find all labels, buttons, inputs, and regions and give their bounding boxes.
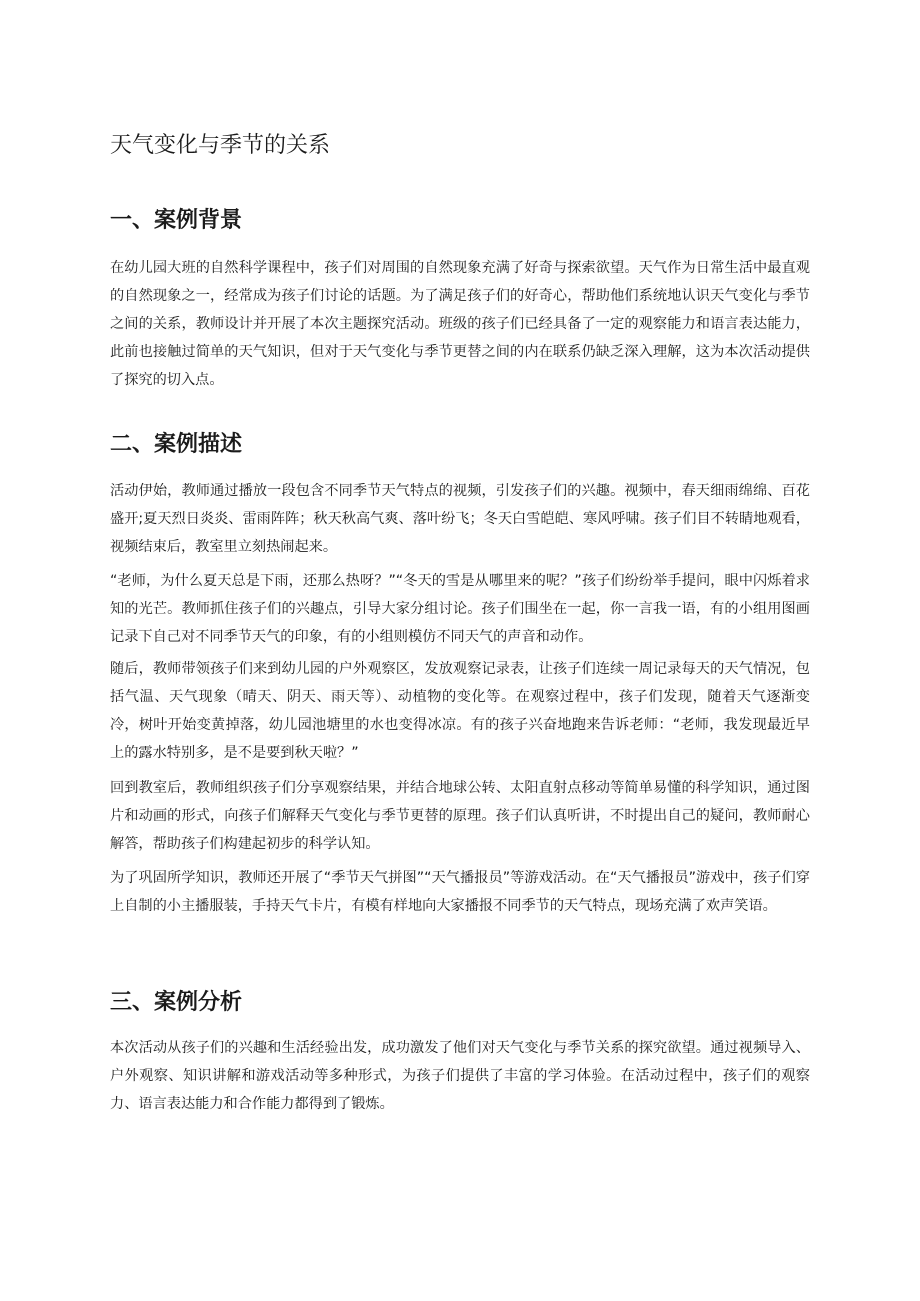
background-paragraph: 在幼儿园大班的自然科学课程中，孩子们对周围的自然现象充满了好奇与探索欲望。天气作为日常生活中最直观的自然现象之一，经常成为孩子们讨论的话题。为了满足孩子们的好奇心，帮助他们系统地认识天气变化与季节之间的关系，教师设计并开展了本次主题探究活动。班级的孩子们已经具备了一定的观察能力和语言表达能力，此前也接触过简单的天气知识，但对于天气变化与季节更替之间的内在联系仍缺乏深入理解，这为本次活动提供了探究的切入点。 bbox=[110, 260, 810, 388]
description-paragraph-1: 活动伊始，教师通过播放一段包含不同季节天气特点的视频，引发孩子们的兴趣。视频中，春天细雨绵绵、百花盛开;夏天烈日炎炎、雷雨阵阵；秋天秋高气爽、落叶纷飞；冬天白雪皑皑、寒风呼啸。孩子们目不转睛地观看，视频结束后，教室里立刻热闹起来。 bbox=[110, 483, 810, 555]
description-paragraph-2: “老师，为什么夏天总是下雨，还那么热呀？”“冬天的雪是从哪里来的呢？”孩子们纷纷举手提问，眼中闪烁着求知的光芒。教师抓住孩子们的兴趣点，引导大家分组讨论。孩子们围坐在一起，你一言我一语，有的小组用图画记录下自己对不同季节天气的印象，有的小组则模仿不同天气的声音和动作。 bbox=[110, 573, 810, 645]
analysis-paragraph: 本次活动从孩子们的兴趣和生活经验出发，成功激发了他们对天气变化与季节关系的探究欲望。通过视频导入、户外观察、知识讲解和游戏活动等多种形式，为孩子们提供了丰富的学习体验。在活动过程中，孩子们的观察力、语言表达能力和合作能力都得到了锻炼。 bbox=[110, 1040, 810, 1112]
section-heading-analysis: 三、案例分析 bbox=[110, 990, 243, 1015]
section-heading-description: 二、案例描述 bbox=[110, 432, 243, 457]
description-paragraph-5: 为了巩固所学知识，教师还开展了“季节天气拼图”“天气播报员”等游戏活动。在“天气播报员”游戏中，孩子们穿上自制的小主播服装，手持天气卡片，有模有样地向大家播报不同季节的天气特点，现场充满了欢声笑语。 bbox=[110, 870, 810, 914]
description-paragraph-4: 回到教室后，教师组织孩子们分享观察结果，并结合地球公转、太阳直射点移动等简单易懂的科学知识，通过图片和动画的形式，向孩子们解释天气变化与季节更替的原理。孩子们认真听讲，不时提出自己的疑问，教师耐心解答，帮助孩子们构建起初步的科学认知。 bbox=[110, 780, 810, 852]
document-title: 天气变化与季节的关系 bbox=[110, 133, 331, 158]
description-paragraph-3: 随后，教师带领孩子们来到幼儿园的户外观察区，发放观察记录表，让孩子们连续一周记录每天的天气情况，包括气温、天气现象（晴天、阴天、雨天等）、动植物的变化等。在观察过程中，孩子们发现，随着天气逐渐变冷，树叶开始变黄掉落，幼儿园池塘里的水也变得冰凉。有的孩子兴奋地跑来告诉老师：“老师，我发现最近早上的露水特别多，是不是要到秋天啦？” bbox=[110, 661, 810, 761]
section-heading-background: 一、案例背景 bbox=[110, 208, 243, 233]
